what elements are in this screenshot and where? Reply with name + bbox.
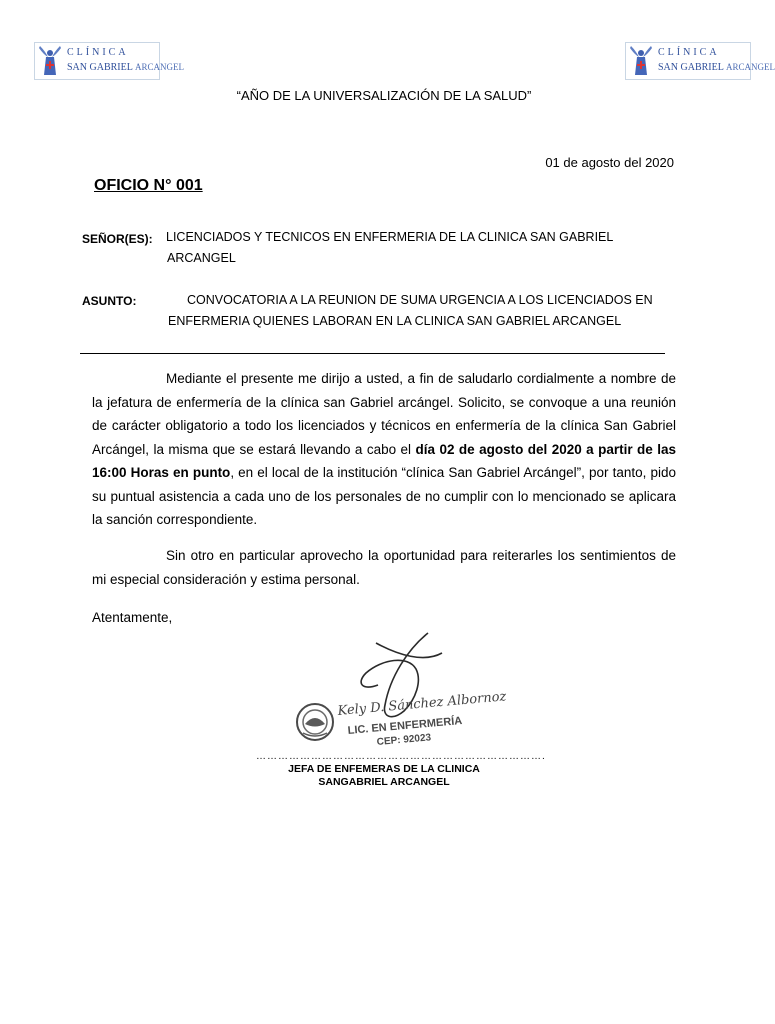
recipients-label: SEÑOR(ES): [82, 232, 153, 246]
signature-stamp [290, 625, 507, 750]
angel-logo-icon [37, 45, 63, 77]
body-paragraph-2: Sin otro en particular aprovecho la oportunidad para reiterarles los sentimientos de mi especial consideración y estima personal. [92, 548, 676, 587]
letter-date: 01 de agosto del 2020 [545, 155, 674, 170]
subject-line-2: ENFERMERIA QUIENES LABORAN EN LA CLINICA SAN GABRIEL ARCANGEL [168, 314, 622, 328]
clinic-logo-right [625, 42, 775, 80]
logo-clinic-name: SAN GABRIEL ARCANGEL [67, 62, 184, 73]
closing-salutation: Atentamente, [92, 610, 173, 625]
logo-clinic-name: SAN GABRIEL ARCANGEL [658, 62, 775, 73]
logo-clinic-word: CLÍNICA [67, 47, 129, 58]
clinic-logo-left [34, 42, 184, 80]
subject-line-1: CONVOCATORIA A LA REUNION DE SUMA URGENCIA A LOS LICENCIADOS EN [187, 293, 653, 307]
signature-line: ……………………………………………………………………. [256, 751, 546, 762]
angel-logo-icon [628, 45, 654, 77]
logo-clinic-word: CLÍNICA [658, 47, 720, 58]
recipients-line-1: LICENCIADOS Y TECNICOS EN ENFERMERIA DE LA CLINICA SAN GABRIEL [166, 230, 614, 244]
recipients-line-2: ARCANGEL [167, 251, 236, 265]
signer-role-line-2: SANGABRIEL ARCANGEL [318, 776, 450, 788]
signer-role-line-1: JEFA DE ENFEMERAS DE LA CLINICA [288, 763, 480, 775]
header-separator [80, 353, 665, 354]
oficio-title: OFICIO N° 001 [94, 177, 203, 194]
stamp-cep: CEP: 92023 [376, 732, 432, 748]
body-paragraph-1: Mediante el presente me dirijo a usted, a fin de saludarlo cordialmente a nombre de la jefatura de enfermería de la clínica san Gabriel arcángel. Solicito, se convoque a una reunión de carácter obligatorio a todo los licenciados y técnicos en enfermería de la clínica San Gabriel Arcángel, la misma que se estará llevando a cabo el día 02 de agosto del 2020 a partir de las 16:00 Horas en punto, en el local de la institución “clínica San Gabriel Arcángel”, por tanto, pido su puntual asistencia a cada uno de los personales de no cumplir con lo mencionado se aplicara la sanción correspondiente. [92, 371, 677, 527]
meeting-date-time: día 02 de agosto del 2020 a partir de las 16:00 Horas en punto [92, 441, 676, 480]
stamp-name: Kely D. Sánchez Albornoz [337, 689, 507, 719]
year-motto: “AÑO DE LA UNIVERSALIZACIÓN DE LA SALUD” [236, 88, 532, 103]
stamp-title: LIC. EN ENFERMERÍA [347, 715, 463, 737]
subject-label: ASUNTO: [82, 294, 137, 308]
